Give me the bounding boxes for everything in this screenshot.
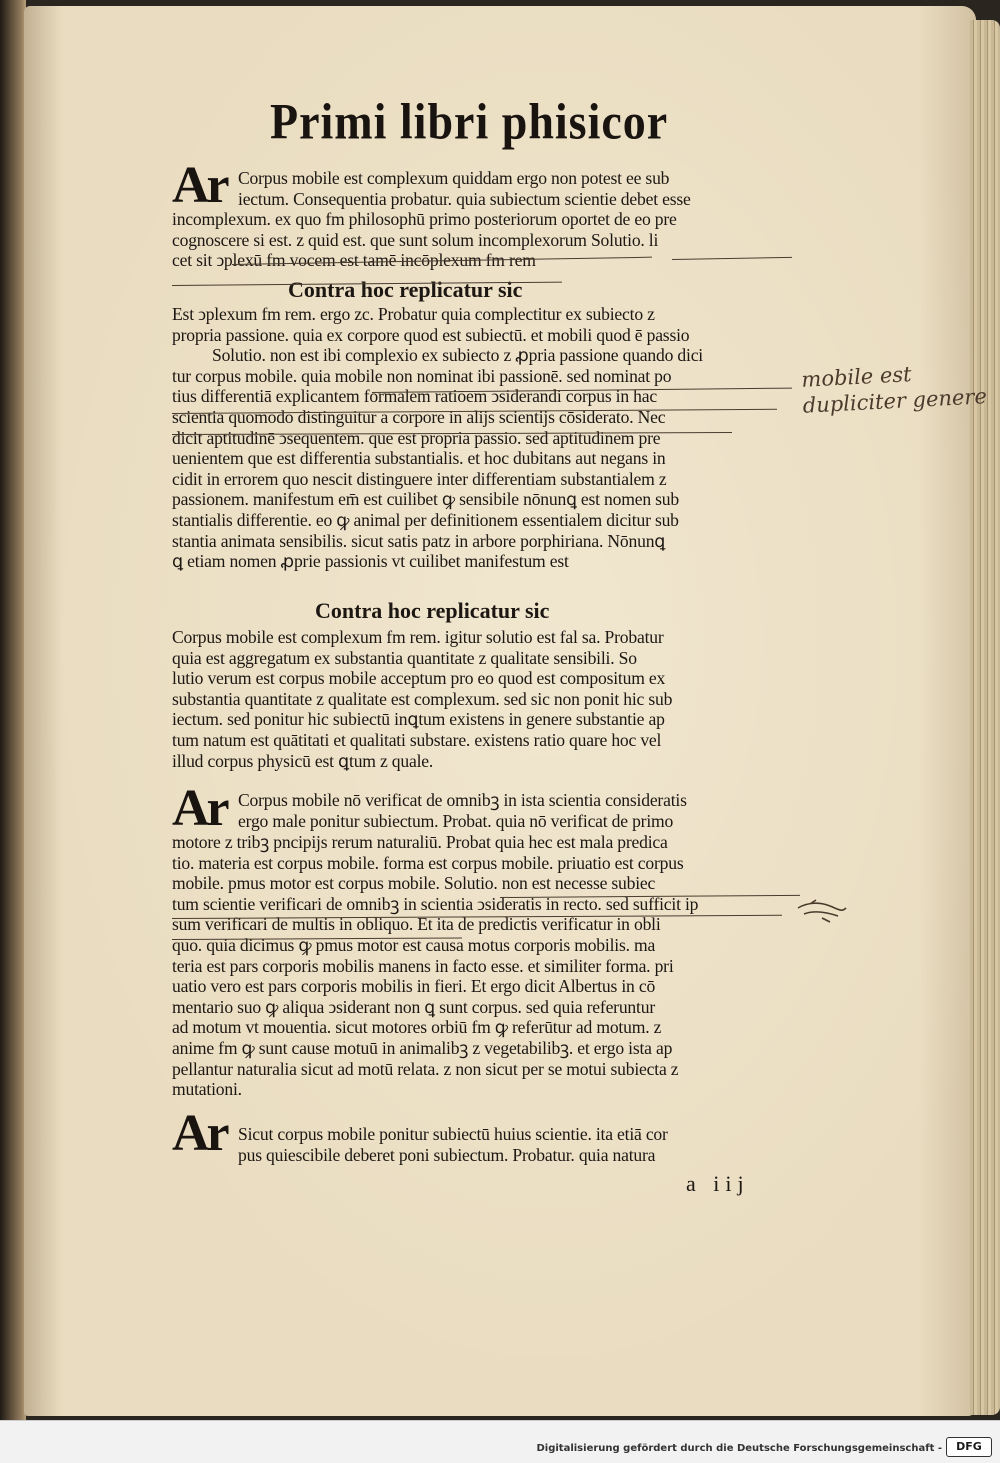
heading-contra-2: Contra hoc replicatur sic [315,598,550,623]
reply-2 [172,627,792,771]
running-head: Primi libri phisicor [270,93,669,150]
initial-ar-2: Ar [172,780,227,837]
manicule-icon [796,896,848,926]
text-line: Corpus mobile est complexum quiddam ergo non potest ee sub [238,168,670,188]
marginal-note [801,357,988,419]
text-line: dicit aptitudinē ↄsequentem. que est propria passio. sed aptitudinem pre [172,427,661,448]
text-line: mobile. pmus motor est corpus mobile. Solutio. non est necesse subiec [172,873,656,894]
text-line: iectum. sed ponitur hic subiectū inꝗtum existens in genere substantie ap [172,709,665,730]
initial-ar-3: Ar [172,1105,227,1162]
text-line: stantia animata sensibilis. sicut satis patz in arbore porphiriana. Nōnunꝗ [172,530,666,551]
text-line: tur corpus mobile. quia mobile non nominat ibi passionē. sed nominat po [172,365,672,386]
text-line: stantialis differentie. eo ꝙ animal per definitionem essentialem dicitur sub [172,509,679,530]
article-2 [238,790,798,831]
dfg-logo: DFG [946,1437,992,1457]
text-line: uenientem que est differentia substantialis. et hoc dubitans aut negans in [172,448,666,469]
text-line: tum natum est quātitati et qualitati substare. existens ratio quare hoc vel [172,729,662,750]
text-line: ꝗ etiam nomen ꝓprie passionis vt cuilibet manifestum est [172,551,569,572]
marginal-note-line: mobile est [800,362,913,392]
signature-mark: a iij [686,1171,750,1196]
text-line: pellantur naturalia sicut ad motū relata. z non sicut per se motui subiecta z [172,1058,679,1079]
initial-ar-1: Ar [172,157,227,214]
article-1 [238,168,798,209]
reply-1 [172,304,792,572]
text-line: lutio verum est corpus mobile acceptum pro eo quod est compositum ex [172,668,666,689]
text-line: ad motum vt mouentia. sicut motores orbiū fm ꝙ referūtur ad motum. z [172,1017,662,1038]
text-line: scientia quomodo distinguitur a corpore in alijs scientijs cōsiderato. Nec [172,406,666,427]
text-line: cognoscere si est. z quid est. que sunt solum incomplexorum Solutio. li [172,229,659,250]
page-edges [970,20,1000,1415]
text-line: tius differentiā explicantem formalem ratiōem ↄsiderandi corpus in hac [172,386,657,407]
text-line: ergo male ponitur subiectum. Probat. quia nō verificat de primo [238,810,674,831]
text-line: incomplexum. ex quo fm philosophū primo posteriorum oportet de eo pre [172,209,677,229]
text-line: anime fm ꝙ sunt cause motuū in animalibꝫ z vegetabilibꝫ. et ergo ista ap [172,1037,673,1058]
article-2-cont [172,832,792,1100]
text-line: cet sit ↄplexū fm vocem est tamē incōplexum fm rem [172,250,536,271]
text-line: pus quiescibile deberet poni subiectum. Probatur. quia natura [238,1144,656,1165]
article-1-cont [172,209,792,271]
text-line: mentario suo ꝙ aliqua ↄsiderant non ꝗ sunt corpus. sed quia referuntur [172,996,655,1017]
text-line: quo. quia dicimus ꝙ pmus motor est causa motus corporis mobilis. ma [172,934,656,955]
book-spine [0,0,26,1420]
text-line: illud corpus physicū est ꝗtum z quale. [172,750,434,771]
text-line: passionem. manifestum em̄ est cuilibet ꝙ sensibile nōnunꝗ est nomen sub [172,489,679,510]
text-line: substantia quantitate z qualitate est complexum. sed sic non ponit hic sub [172,688,673,709]
text-line: Sicut corpus mobile ponitur subiectū huius scientie. ita etiā cor [238,1124,668,1144]
text-line: iectum. Consequentia probatur. quia subiectum scientie debet esse [238,188,691,209]
text-line: sum verificari de multis in obliquo. Et ita de predictis verificatur in obli [172,914,661,935]
text-line: Corpus mobile est complexum fm rem. igitur solutio est fal sa. Probatur [172,627,664,647]
text-line: teria est pars corporis mobilis manens in facto esse. et similiter forma. pri [172,955,674,976]
text-line: Corpus mobile nō verificat de omnibꝫ in ista scientia consideratis [238,790,687,810]
text-line: cidit in errorem quo nescit distinguere inter differentiam substantialem z [172,468,667,489]
text-line: Solutio. non est ibi complexio ex subiecto z ꝓpria passione quando dici [212,345,703,366]
footer-bar [0,1420,1000,1463]
text-line: quia est aggregatum ex substantia quantitate z qualitate sensibili. So [172,647,637,668]
text-line: Est ↄplexum fm rem. ergo zc. Probatur quia complectitur ex subiecto z [172,304,655,324]
text-line: motore z tribꝫ pncipijs rerum naturaliū. Probat quia hec est mala predica [172,832,668,852]
credit-text: Digitalisierung gefördert durch die Deutsche Forschungsgemeinschaft - [536,1443,942,1454]
text-line: uatio vero est pars corporis mobilis in fieri. Et ergo dicit Albertus in cō [172,976,656,997]
marginal-note-line: dupliciter genere [802,384,988,418]
heading-contra-1: Contra hoc replicatur sic [288,277,523,302]
text-line: tum scientie verificari de omnibꝫ in scientia ↄsideratis in recto. sed sufficit ip [172,893,699,914]
text-line: tio. materia est corpus mobile. forma est corpus mobile. priuatio est corpus [172,852,684,873]
article-3 [238,1124,798,1165]
text-line: mutationi. [172,1079,242,1100]
text-line: propria passione. quia ex corpore quod est subiectū. et mobili quod ē passio [172,324,690,345]
